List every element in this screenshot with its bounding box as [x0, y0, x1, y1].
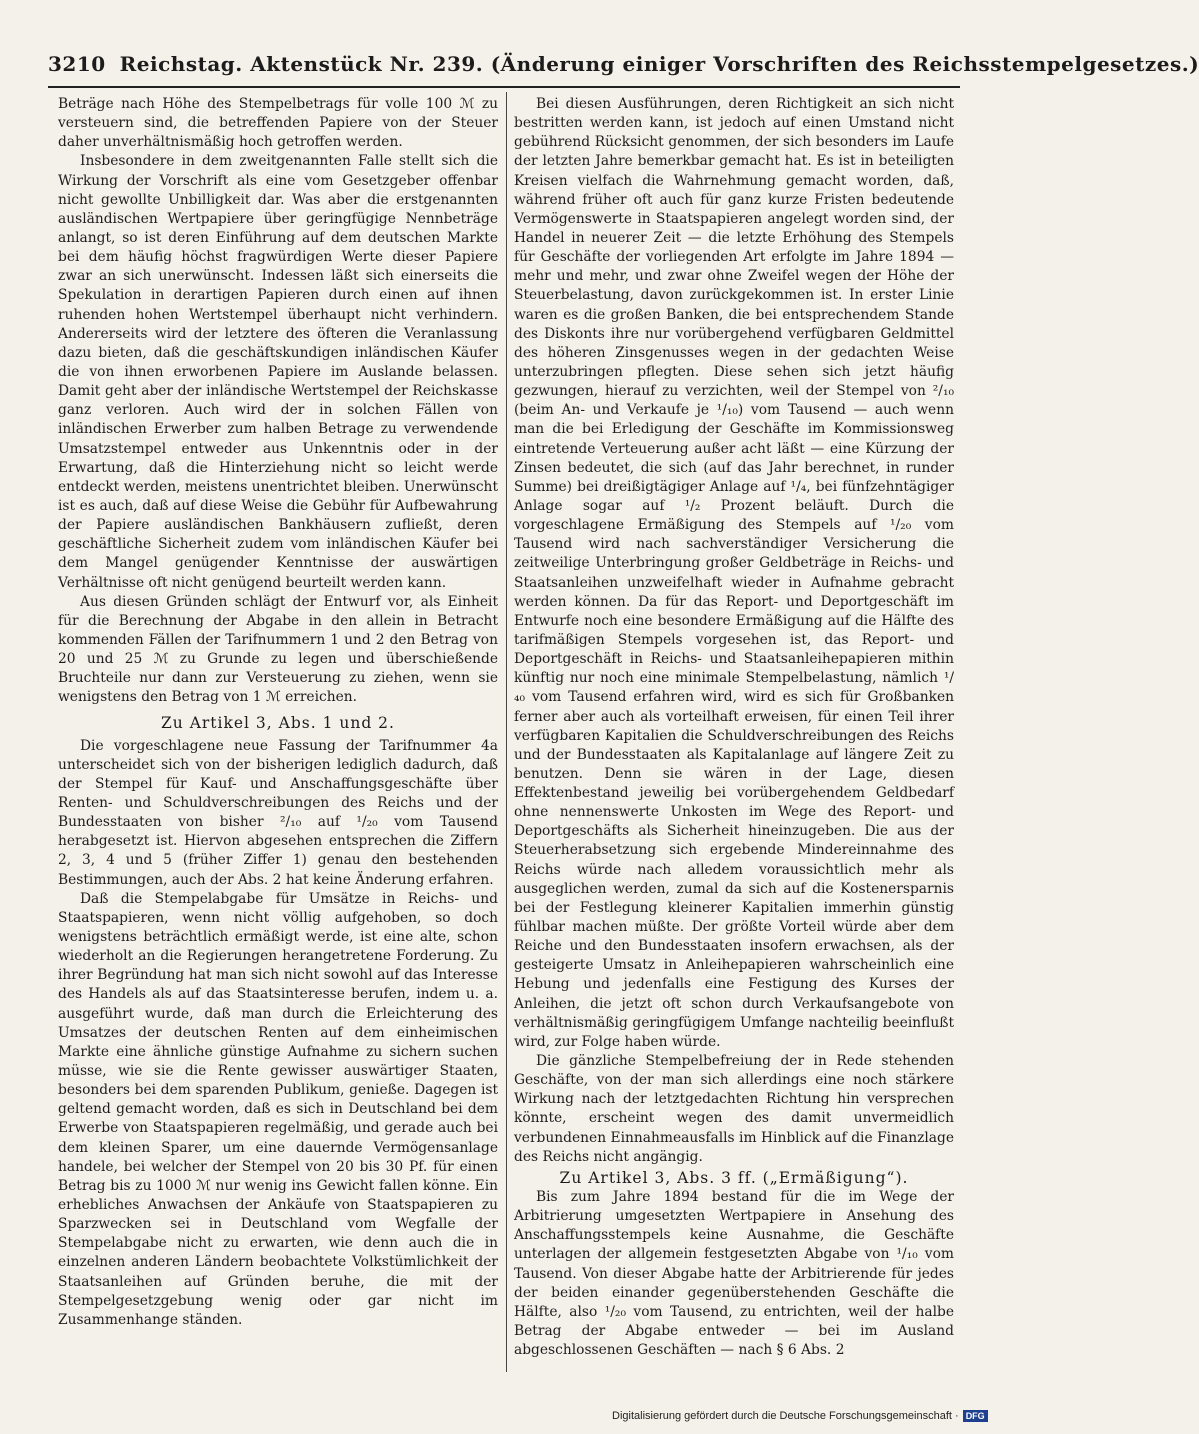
page-header [48, 52, 1199, 76]
digitization-credit [612, 1410, 985, 1422]
right-column [514, 95, 954, 1360]
paragraph: Insbesondere in dem zweitgenannten Falle stellt sich die Wirkung der Vorschrift als eine vom Gesetzgeber offenbar nicht gewollte Unbilligkeit dar. Was aber die erstgenannten ausländischen Wertpapiere über geringfügige Nennbeträge anlangt, so ist deren Einführung auf dem deutschen Markte bei dem häufig höchst fragwürdigen Werte dieser Papiere zwar an sich unerwünscht. Indessen läßt sich einerseits die Spekulation in derartigen Papieren durch einen auf ihnen ruhenden hohen Wertstempel überhaupt nicht verhindern. Andererseits wird der letztere des öfteren die Veranlassung dazu bieten, daß die geschäftskundigen inländischen Käufer die von ihnen erworbenen Papiere im Auslande belassen. Damit geht aber der inländische Wertstempel der Reichskasse ganz verloren. Auch wird der in solchen Fällen von inländischen Erwerber zum halben Betrage zu verwendende Umsatzstempel entweder aus Unkenntnis oder in der Erwartung, daß die Hinterziehung nicht so leicht werde entdeckt werden, meistens unentrichtet bleiben. Unerwünscht ist es auch, daß auf diese Weise die Gebühr für Aufbewahrung der Papiere ausländischen Bankhäusern zufließt, deren geschäftliche Sicherheit zudem vom inländischen Käufer bei dem Mangel genügender Kenntnisse der auswärtigen Verhältnisse oft nicht genügend beurteilt werden kann. [58, 153, 498, 591]
section-heading: Zu Artikel 3, Abs. 1 und 2. [161, 713, 395, 732]
paragraph: Die gänzliche Stempelbefreiung der in Rede stehenden Geschäfte, von der man sich allerdings eine noch stärkere Wirkung nach der letztgedachten Richtung hin versprechen könnte, erscheint wegen des damit unvermeidlich verbundenen Einnahmeausfalls im Hinblick auf die Finanzlage des Reichs nicht angängig. [514, 1053, 954, 1165]
header-title: Reichstag. Aktenstück Nr. 239. (Änderung einiger Vorschriften des Reichsstempelgesetzes.) [119, 52, 1199, 76]
footer-text: Digitalisierung gefördert durch die Deutsche Forschungsgemeinschaft · [612, 1410, 959, 1422]
left-column [58, 95, 498, 1330]
page-number: 3210 [48, 52, 106, 76]
paragraph: Beträge nach Höhe des Stempelbetrags für volle 100 ℳ zu versteuern sind, die betreffenden Papiere von der Steuer daher unverhältnismäßig hoch getroffen werden. [58, 96, 498, 151]
paragraph: Daß die Stempelabgabe für Umsätze in Reichs- und Staatspapieren, wenn nicht völlig aufgehoben, so doch wenigstens beträchtlich ermäßigt werde, ist eine alte, schon wiederholt an die Regierungen herangetretene Forderung. Zu ihrer Begründung hat man sich nicht sowohl auf das Interesse des Handels als auf das Staatsinteresse berufen, indem u. a. ausgeführt wurde, daß man durch die Erleichterung des Umsatzes der deutschen Renten auf dem einheimischen Markte eine ähnliche günstige Aufnahme zu sichern suchen müsse, wie sie die Rente gewisser auswärtiger Staaten, besonders bei dem sparenden Publikum, genieße. Dagegen ist geltend gemacht worden, daß es sich in Deutschland bei dem Erwerbe von Staatspapieren regelmäßig, und gerade auch bei dem kleinen Sparer, um eine dauernde Vermögensanlage handele, bei welcher der Stempel von 20 bis 30 Pf. für einen Betrag bis zu 1000 ℳ nur wenig ins Gewicht fallen könne. Ein erhebliches Anwachsen der Ankäufe von Staatspapieren zu Sparzwecken sei in Deutschland vom Wegfalle der Stempelabgabe nicht zu erwarten, wie denn auch die in einzelnen anderen Ländern beobachtete Volkstümlichkeit der Staatsanleihen auf Gründen beruhe, die mit der Stempelgesetzgebung wenig oder gar nicht im Zusammenhange ständen. [58, 890, 498, 1328]
paragraph: Bei diesen Ausführungen, deren Richtigkeit an sich nicht bestritten werden kann, ist jedoch auf einen Umstand nicht gebührend Rücksicht genommen, der sich besonders im Laufe der letzten Jahre bemerkbar gemacht hat. Es ist in beteiligten Kreisen vielfach die Wahrnehmung gemacht worden, daß, während früher oft auch für ganz kurze Fristen bedeutende Vermögenswerte in Staatspapieren angelegt worden sind, der Handel in neuerer Zeit — die letzte Erhöhung des Stempels für Geschäfte der vorliegenden Art erfolgte im Jahre 1894 — mehr und mehr, und zwar ohne Zweifel wegen der Höhe der Steuerbelastung, davon zurückgekommen ist. In erster Linie waren es die großen Banken, die bei entsprechendem Stande des Diskonts ihre nur vorübergehend verfügbaren Geldmittel des höheren Zinsgenusses wegen in der gedachten Weise unterzubringen pflegten. Diese sehen sich jetzt häufig gezwungen, hierauf zu verzichten, weil der Stempel von ²/₁₀ (beim An- und Verkaufe je ¹/₁₀) vom Tausend — auch wenn man die bei Erledigung der Geschäfte im Kommissionsweg eintretende Verteuerung außer acht läßt — eine Kürzung der Zinsen bedeutet, die sich (auf das Jahr berechnet, in runder Summe) bei dreißigtägiger Anlage auf ¹/₄, bei fünfzehntägiger Anlage sogar auf ¹/₂ Prozent beläuft. Durch die vorgeschlagene Ermäßigung des Stempels auf ¹/₂₀ vom Tausend wird nach sachverständiger Versicherung die zeitweilige Unterbringung großer Geldbeträge in Reichs- und Staatsanleihen unzweifelhaft wieder in Aufnahme gebracht werden können. Da für das Report- und Deportgeschäft im Entwurfe noch eine besondere Ermäßigung auf die Hälfte des tarifmäßigen Stempels vorgesehen ist, das Report- und Deportgeschäft in Reichs- und Staatsanleihepapieren mithin künftig nur noch eine minimale Stempelbelastung, nämlich ¹/₄₀ vom Tausend erfahren wird, wird es sich für Großbanken ferner aber auch als vorteilhaft erweisen, für einen Teil ihrer verfügbaren Kapitalien die Schuldverschreibungen des Reichs und der Bundesstaaten als Kapitalanlage auf längere Zeit zu benutzen. Denn sie wären in der Lage, diesen Effektenbestand jeweilig bei vorübergehendem Geldbedarf ohne nennenswerte Unkosten im Wege des Report- und Deportgeschäfts als Sicherheit hineinzugeben. Die aus der Steuerherabsetzung sich ergebende Mindereinnahme des Reichs würde nach alledem voraussichtlich mehr als ausgeglichen werden, zumal da sich auf die Kostenersparnis bei der Festlegung kleinerer Kapitalien immerhin günstig fühlbar machen müßte. Der größte Vorteil würde aber dem Reiche und den Bundesstaaten insofern erwachsen, als der gesteigerte Umsatz in Anleihepapieren wahrscheinlich eine Hebung und jedenfalls eine Festigung des Kurses der Anleihen, die jetzt oft schon durch Verkaufsangebote von verhältnismäßig geringfügigem Umfange nachteilig beeinflußt wird, zur Folge haben würde. [514, 96, 954, 1050]
dfg-logo: DFG [963, 1410, 988, 1422]
paragraph: Die vorgeschlagene neue Fassung der Tarifnummer 4a unterscheidet sich von der bisherigen lediglich dadurch, daß der Stempel für Kauf- und Anschaffungsgeschäfte über Renten- und Schuldverschreibungen des Reichs und der Bundesstaaten von bisher ²/₁₀ auf ¹/₂₀ vom Tausend herabgesetzt ist. Hiervon abgesehen entsprechen die Ziffern 2, 3, 4 und 5 (früher Ziffer 1) genau den bestehenden Bestimmungen, auch der Abs. 2 hat keine Änderung erfahren. [58, 737, 498, 888]
paragraph: Aus diesen Gründen schlägt der Entwurf vor, als Einheit für die Berechnung der Abgabe in den allein in Betracht kommenden Fällen der Tarifnummern 1 und 2 den Betrag von 20 und 25 ℳ zu Grunde zu legen und überschießende Bruchteile nur dann zur Versteuerung zu ziehen, wenn sie wenigstens den Betrag von 1 ℳ erreichen. [58, 593, 498, 706]
header-rule [48, 86, 960, 88]
section-heading: Zu Artikel 3, Abs. 3 ff. („Ermäßigung“). [559, 1168, 909, 1187]
paragraph: Bis zum Jahre 1894 bestand für die im Wege der Arbitrierung umgesetzten Wertpapiere in Ansehung des Anschaffungsstempels keine Ausnahme, die Geschäfte unterlagen der allgemein festgesetzten Abgabe von ¹/₁₀ vom Tausend. Von dieser Abgabe hatte der Arbitrierende für jedes der beiden einander gegenüberstehenden Geschäfte die Hälfte, also ¹/₂₀ vom Tausend, zu entrichten, weil der halbe Betrag der Abgabe entweder — bei im Ausland abgeschlossenen Geschäften — nach § 6 Abs. 2 [514, 1189, 954, 1359]
column-divider [506, 92, 507, 1372]
